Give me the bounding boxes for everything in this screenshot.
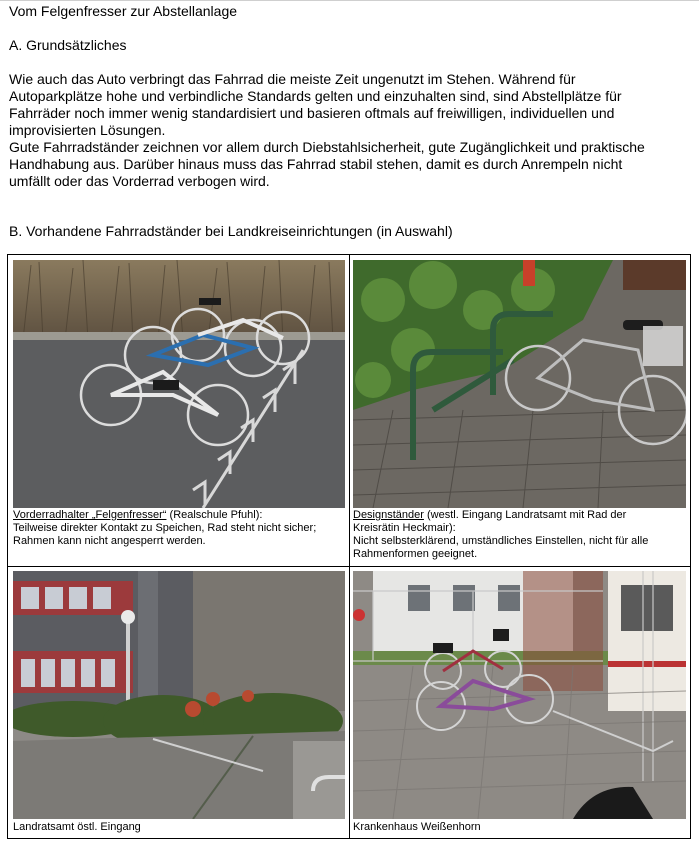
photo-designstaender xyxy=(353,260,686,508)
table-divider-horizontal xyxy=(8,566,690,567)
photo-table xyxy=(7,254,691,839)
section-a-paragraph-2: Gute Fahrradständer zeichnen vor allem durch Diebstahlsicherheit, gute Zugänglichkeit und praktische Handhabung aus. Darüber hinaus muss das Fahrrad stabil stehen, damit es durch Anrempeln nicht umfällt oder das Vorderrad verbogen wird. xyxy=(9,139,645,189)
caption-krankenhaus: Krankenhaus Weißenhorn xyxy=(353,821,481,833)
section-a-heading: A. Grundsätzliches xyxy=(9,37,127,53)
photo-krankenhaus xyxy=(353,571,686,819)
photo-landratsamt xyxy=(13,571,345,819)
document-title: Vom Felgenfresser zur Abstellanlage xyxy=(9,3,238,19)
section-b-heading: B. Vorhandene Fahrradständer bei Landkreiseinrichtungen (in Auswahl) xyxy=(9,223,453,239)
photo-felgenfresser xyxy=(13,260,345,508)
table-divider-vertical xyxy=(349,255,350,838)
section-a-paragraph-1: Wie auch das Auto verbringt das Fahrrad die meiste Zeit ungenutzt im Stehen. Während für Autoparkplätze hohe und verbindliche Standards gelten und einzuhalten sind, sind Abstellplätze für Fahrräder noch immer wenig standardisiert und basieren oftmals auf freiwilligen, individuellen und improvisierten Lösungen. xyxy=(9,71,622,138)
caption-designstaender: Designständer (westl. Eingang Landratsamt mit Rad der Kreisrätin Heckmair): Nicht selbsterklärend, umständliches Einstellen, nicht für alle Rahmenformen geeignet. xyxy=(353,509,649,560)
caption-felgenfresser: Vorderradhalter „Felgenfresser“ (Realschule Pfuhl): Teilweise direkter Kontakt zu Speichen, Rad steht nicht sicher; Rahmen kann nicht angesperrt werden. xyxy=(13,509,317,547)
caption-landratsamt: Landratsamt östl. Eingang xyxy=(13,821,141,833)
top-divider xyxy=(0,0,699,1)
